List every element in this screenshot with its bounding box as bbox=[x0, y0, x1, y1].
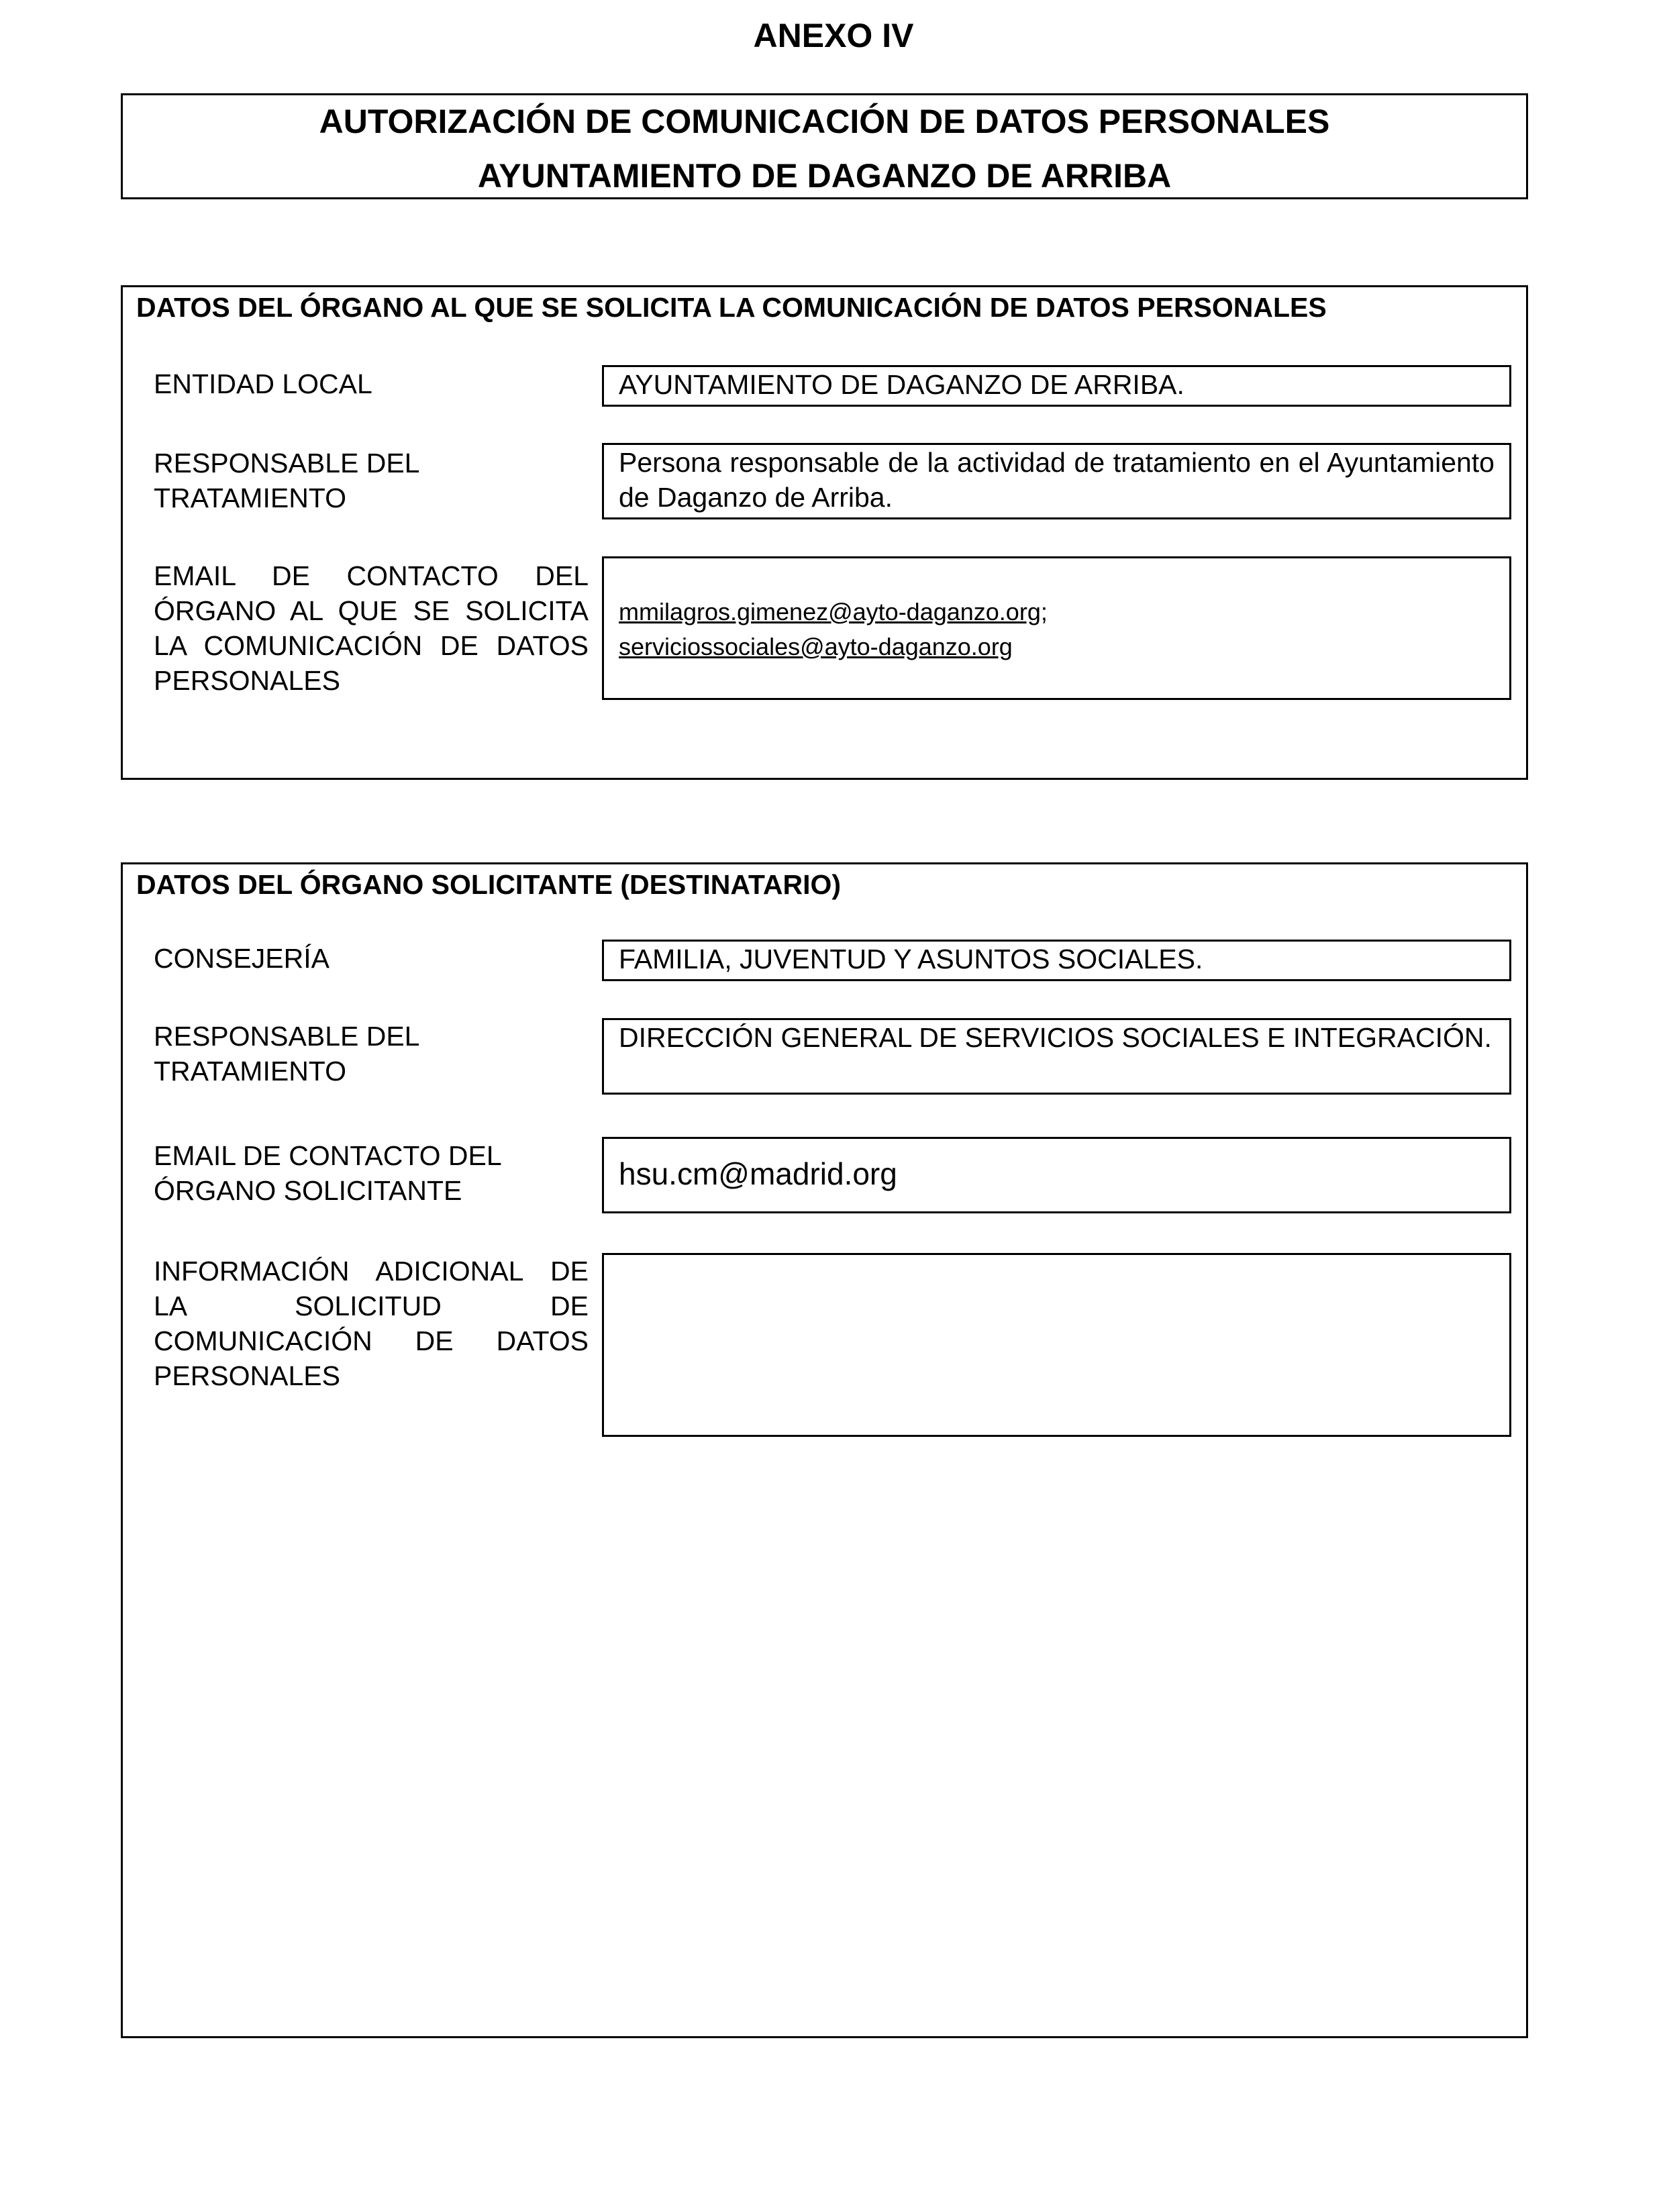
section-title: DATOS DEL ÓRGANO AL QUE SE SOLICITA LA COMUNICACIÓN DE DATOS PERSONALES bbox=[136, 292, 1327, 323]
email-contacto-label: EMAIL DE CONTACTO DEL ÓRGANO AL QUE SE SOLICITA LA COMUNICACIÓN DE DATOS PERSONALES bbox=[154, 560, 589, 696]
consejeria-label: CONSEJERÍA bbox=[154, 943, 330, 974]
email-solicitante-value: hsu.cm@madrid.org bbox=[619, 1156, 897, 1191]
email-solicitante-label: EMAIL DE CONTACTO DEL ÓRGANO SOLICITANTE bbox=[154, 1140, 501, 1206]
email-solicitante-field[interactable] bbox=[602, 1137, 1511, 1213]
info-adicional-field[interactable] bbox=[602, 1253, 1511, 1437]
email-link-2[interactable]: serviciossociales@ayto-daganzo.org bbox=[619, 633, 1013, 660]
entidad-field[interactable] bbox=[602, 365, 1511, 407]
section-organo-solicitante bbox=[121, 862, 1528, 2038]
document-subtitle: AYUNTAMIENTO DE DAGANZO DE ARRIBA bbox=[477, 157, 1172, 195]
entidad-label: ENTIDAD LOCAL bbox=[154, 368, 372, 399]
email-link-1[interactable]: mmilagros.gimenez@ayto-daganzo.org; bbox=[619, 598, 1048, 625]
section-organo-solicitado bbox=[121, 285, 1528, 780]
responsable-label: RESPONSABLE DEL TRATAMIENTO bbox=[154, 1021, 419, 1087]
document-title: AUTORIZACIÓN DE COMUNICACIÓN DE DATOS PERSONALES bbox=[319, 103, 1330, 140]
responsable-value: Persona responsable de la actividad de tratamiento en el Ayuntamiento de Daganzo de Arriba. bbox=[619, 447, 1495, 513]
consejeria-value: FAMILIA, JUVENTUD Y ASUNTOS SOCIALES. bbox=[619, 944, 1203, 974]
annex-title: ANEXO IV bbox=[753, 17, 914, 54]
responsable-label: RESPONSABLE DEL TRATAMIENTO bbox=[154, 448, 419, 513]
entidad-value: AYUNTAMIENTO DE DAGANZO DE ARRIBA. bbox=[619, 369, 1184, 400]
responsable-field[interactable] bbox=[602, 443, 1511, 519]
consejeria-field[interactable] bbox=[602, 940, 1511, 981]
document-title-box bbox=[121, 93, 1528, 199]
responsable-value: DIRECCIÓN GENERAL DE SERVICIOS SOCIALES E INTEGRACIÓN. bbox=[619, 1022, 1492, 1053]
email-contacto-field[interactable] bbox=[602, 556, 1511, 700]
responsable-field[interactable] bbox=[602, 1018, 1511, 1095]
info-adicional-label: INFORMACIÓN ADICIONAL DE LA SOLICITUD DE COMUNICACIÓN DE DATOS PERSONALES bbox=[154, 1256, 589, 1391]
section-title: DATOS DEL ÓRGANO SOLICITANTE (DESTINATARIO) bbox=[136, 869, 842, 900]
